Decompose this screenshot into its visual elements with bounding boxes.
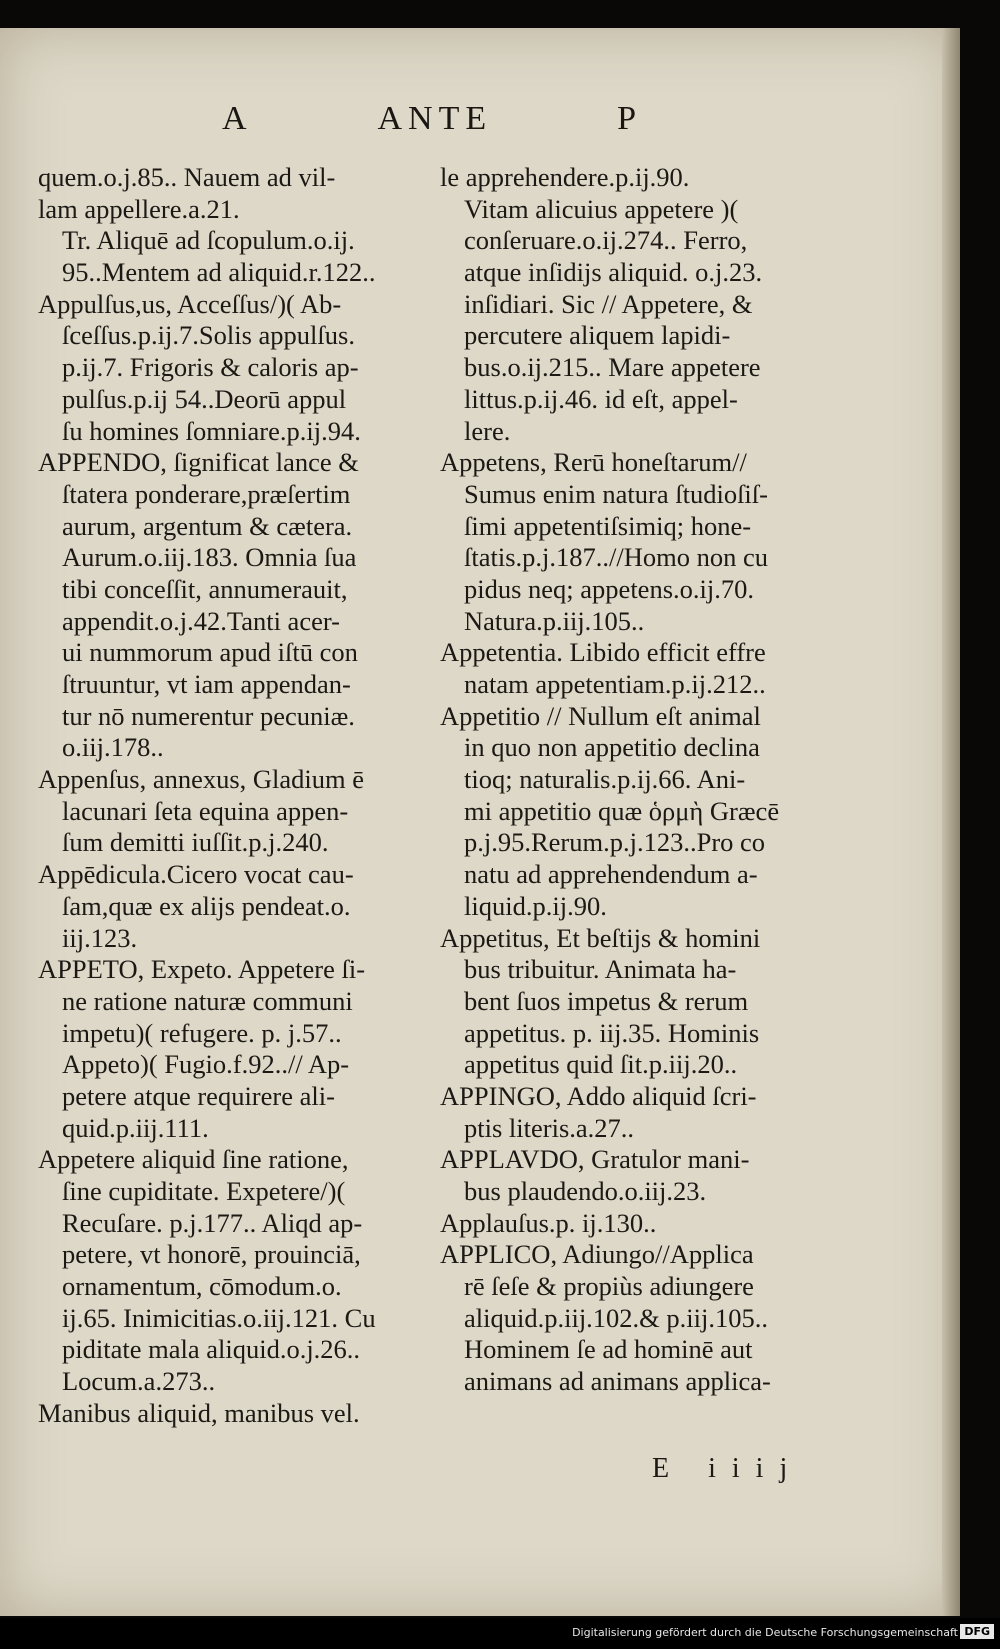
text-line: Appēdicula.Cicero vocat cau- xyxy=(38,859,354,890)
text-line: percutere aliquem lapidi- xyxy=(464,320,731,351)
text-line: ſtatera ponderare,præſertim xyxy=(62,478,351,509)
text-line: Hominem ſe ad hominē aut xyxy=(464,1334,753,1365)
digitization-footer xyxy=(0,1618,1000,1649)
text-line: Appetitio // Nullum eſt animal xyxy=(440,700,761,731)
text-line: ſu homines ſomniare.p.ij.94. xyxy=(62,415,361,446)
text-line: liquid.p.ij.90. xyxy=(464,890,607,921)
text-line: atque inſidijs aliquid. o.j.23. xyxy=(464,257,763,288)
header-left: A xyxy=(222,100,253,137)
text-line: tibi conceſſit, annumerauit, xyxy=(62,573,348,604)
text-line: Appeto)( Fugio.f.92..// Ap- xyxy=(62,1049,350,1080)
text-line: littus.p.ij.46. id eſt, appel- xyxy=(464,383,738,414)
text-line: tioq; naturalis.p.ij.66. Ani- xyxy=(464,764,746,795)
signature-mark: E iiij xyxy=(652,1453,804,1484)
text-line: APPETO, Expeto. Appetere ſi- xyxy=(38,954,366,985)
text-line: APPLICO, Adiungo//Applica xyxy=(440,1239,754,1270)
text-line: ptis literis.a.27.. xyxy=(464,1112,635,1143)
left-column xyxy=(38,162,438,1430)
text-line: APPLAVDO, Gratulor mani- xyxy=(440,1144,750,1175)
dfg-logo: DFG xyxy=(960,1624,994,1639)
text-line: pidus neq; appetens.o.ij.70. xyxy=(464,573,754,604)
page-edge xyxy=(942,28,960,1616)
running-header xyxy=(222,100,642,138)
text-line: ne ratione naturæ communi xyxy=(62,985,353,1016)
text-line: natam appetentiam.p.ij.212.. xyxy=(464,669,766,699)
text-line: Locum.a.273.. xyxy=(62,1366,216,1397)
text-line: Appulſus,us, Acceſſus/)( Ab- xyxy=(38,288,342,319)
text-line: inſidiari. Sic // Appetere, & xyxy=(464,288,753,319)
text-line: ſceſſus.p.ij.7.Solis appulſus. xyxy=(62,320,355,351)
header-right: P xyxy=(617,100,642,137)
book-page xyxy=(0,28,960,1616)
text-line: impetu)( refugere. p. j.57.. xyxy=(62,1017,342,1048)
text-line: animans ad animans applica- xyxy=(464,1366,771,1397)
text-line: ſine cupiditate. Expetere/)( xyxy=(62,1176,346,1206)
text-line: mi appetitio quæ ὁρμὴ Græcē xyxy=(464,795,780,826)
text-line: Applauſus.p. ij.130.. xyxy=(440,1207,657,1238)
text-line: Appetere aliquid ſine ratione, xyxy=(38,1144,349,1175)
text-line: APPENDO, ſignificat lance & xyxy=(38,447,359,478)
text-line: 95..Mentem ad aliquid.r.122.. xyxy=(62,257,376,288)
text-line: piditate mala aliquid.o.j.26.. xyxy=(62,1334,361,1365)
text-line: ij.65. Inimicitias.o.iij.121. Cu xyxy=(62,1302,376,1333)
text-line: lam appellere.a.21. xyxy=(38,193,240,224)
text-line: Appetentia. Libido efficit effre xyxy=(440,637,766,668)
text-line: appetitus. p. iij.35. Hominis xyxy=(464,1017,760,1048)
text-line: Natura.p.iij.105.. xyxy=(464,605,645,636)
text-line: tur nō numerentur pecuniæ. xyxy=(62,700,355,731)
text-line: appetitus quid ſit.p.iij.20.. xyxy=(464,1049,738,1080)
text-line: Appetens, Rerū honeſtarum// xyxy=(440,447,747,478)
text-line: petere atque requirere ali- xyxy=(62,1080,335,1111)
text-line: quid.p.iij.111. xyxy=(62,1112,209,1143)
footer-credit: Digitalisierung gefördert durch die Deutsche Forschungsgemeinschaft xyxy=(572,1626,958,1639)
text-line: bus tribuitur. Animata ha- xyxy=(464,954,737,985)
text-line: bus.o.ij.215.. Mare appetere xyxy=(464,352,761,383)
text-line: p.j.95.Rerum.p.j.123..Pro co xyxy=(464,827,766,858)
text-line: natu ad apprehendendum a- xyxy=(464,859,758,890)
text-line: ornamentum, cōmodum.o. xyxy=(62,1271,342,1302)
text-line: bus plaudendo.o.iij.23. xyxy=(464,1176,707,1206)
text-line: APPINGO, Addo aliquid ſcri- xyxy=(440,1080,757,1111)
text-line: appendit.o.j.42.Tanti acer- xyxy=(62,605,340,636)
text-line: le apprehendere.p.ij.90. xyxy=(440,162,690,192)
text-line: ſtruuntur, vt iam appendan- xyxy=(62,669,351,699)
text-line: lere. xyxy=(464,415,511,446)
text-line: Tr. Aliquē ad ſcopulum.o.ij. xyxy=(62,225,355,256)
text-line: conſeruare.o.ij.274.. Ferro, xyxy=(464,225,748,256)
text-line: Appenſus, annexus, Gladium ē xyxy=(38,764,365,795)
text-line: Appetitus, Et beſtijs & homini xyxy=(440,922,761,953)
text-line: o.iij.178.. xyxy=(62,732,164,763)
text-line: ſtatis.p.j.187..//Homo non cu xyxy=(464,542,768,573)
header-center: ANTE xyxy=(377,100,493,137)
text-line: Sumus enim natura ſtudioſiſ- xyxy=(464,478,768,509)
text-line: Aurum.o.iij.183. Omnia ſua xyxy=(62,542,357,573)
text-line: aurum, argentum & cætera. xyxy=(62,510,353,541)
text-line: aliquid.p.iij.102.& p.iij.105.. xyxy=(464,1302,769,1333)
text-line: iij.123. xyxy=(62,922,138,953)
right-column xyxy=(440,162,825,1398)
text-line: petere, vt honorē, prouinciā, xyxy=(62,1239,361,1270)
text-line: in quo non appetitio declina xyxy=(464,732,760,763)
text-line: bent ſuos impetus & rerum xyxy=(464,985,749,1016)
text-line: pulſus.p.ij 54..Deorū appul xyxy=(62,383,347,414)
text-line: ſam,quæ ex alijs pendeat.o. xyxy=(62,890,351,921)
text-line: rē ſeſe & propiùs adiungere xyxy=(464,1271,754,1302)
text-line: ui nummorum apud iſtū con xyxy=(62,637,358,668)
text-line: Recuſare. p.j.177.. Aliqd ap- xyxy=(62,1207,363,1238)
text-line: quem.o.j.85.. Nauem ad vil- xyxy=(38,162,336,192)
text-line: ſimi appetentiſsimiq; hone- xyxy=(464,510,752,541)
text-line: p.ij.7. Frigoris & caloris ap- xyxy=(62,352,359,383)
text-line: Manibus aliquid, manibus vel. xyxy=(38,1397,360,1428)
text-line: Vitam alicuius appetere )( xyxy=(464,193,739,224)
text-line: lacunari ſeta equina appen- xyxy=(62,795,349,826)
text-line: ſum demitti iuſſit.p.j.240. xyxy=(62,827,329,858)
